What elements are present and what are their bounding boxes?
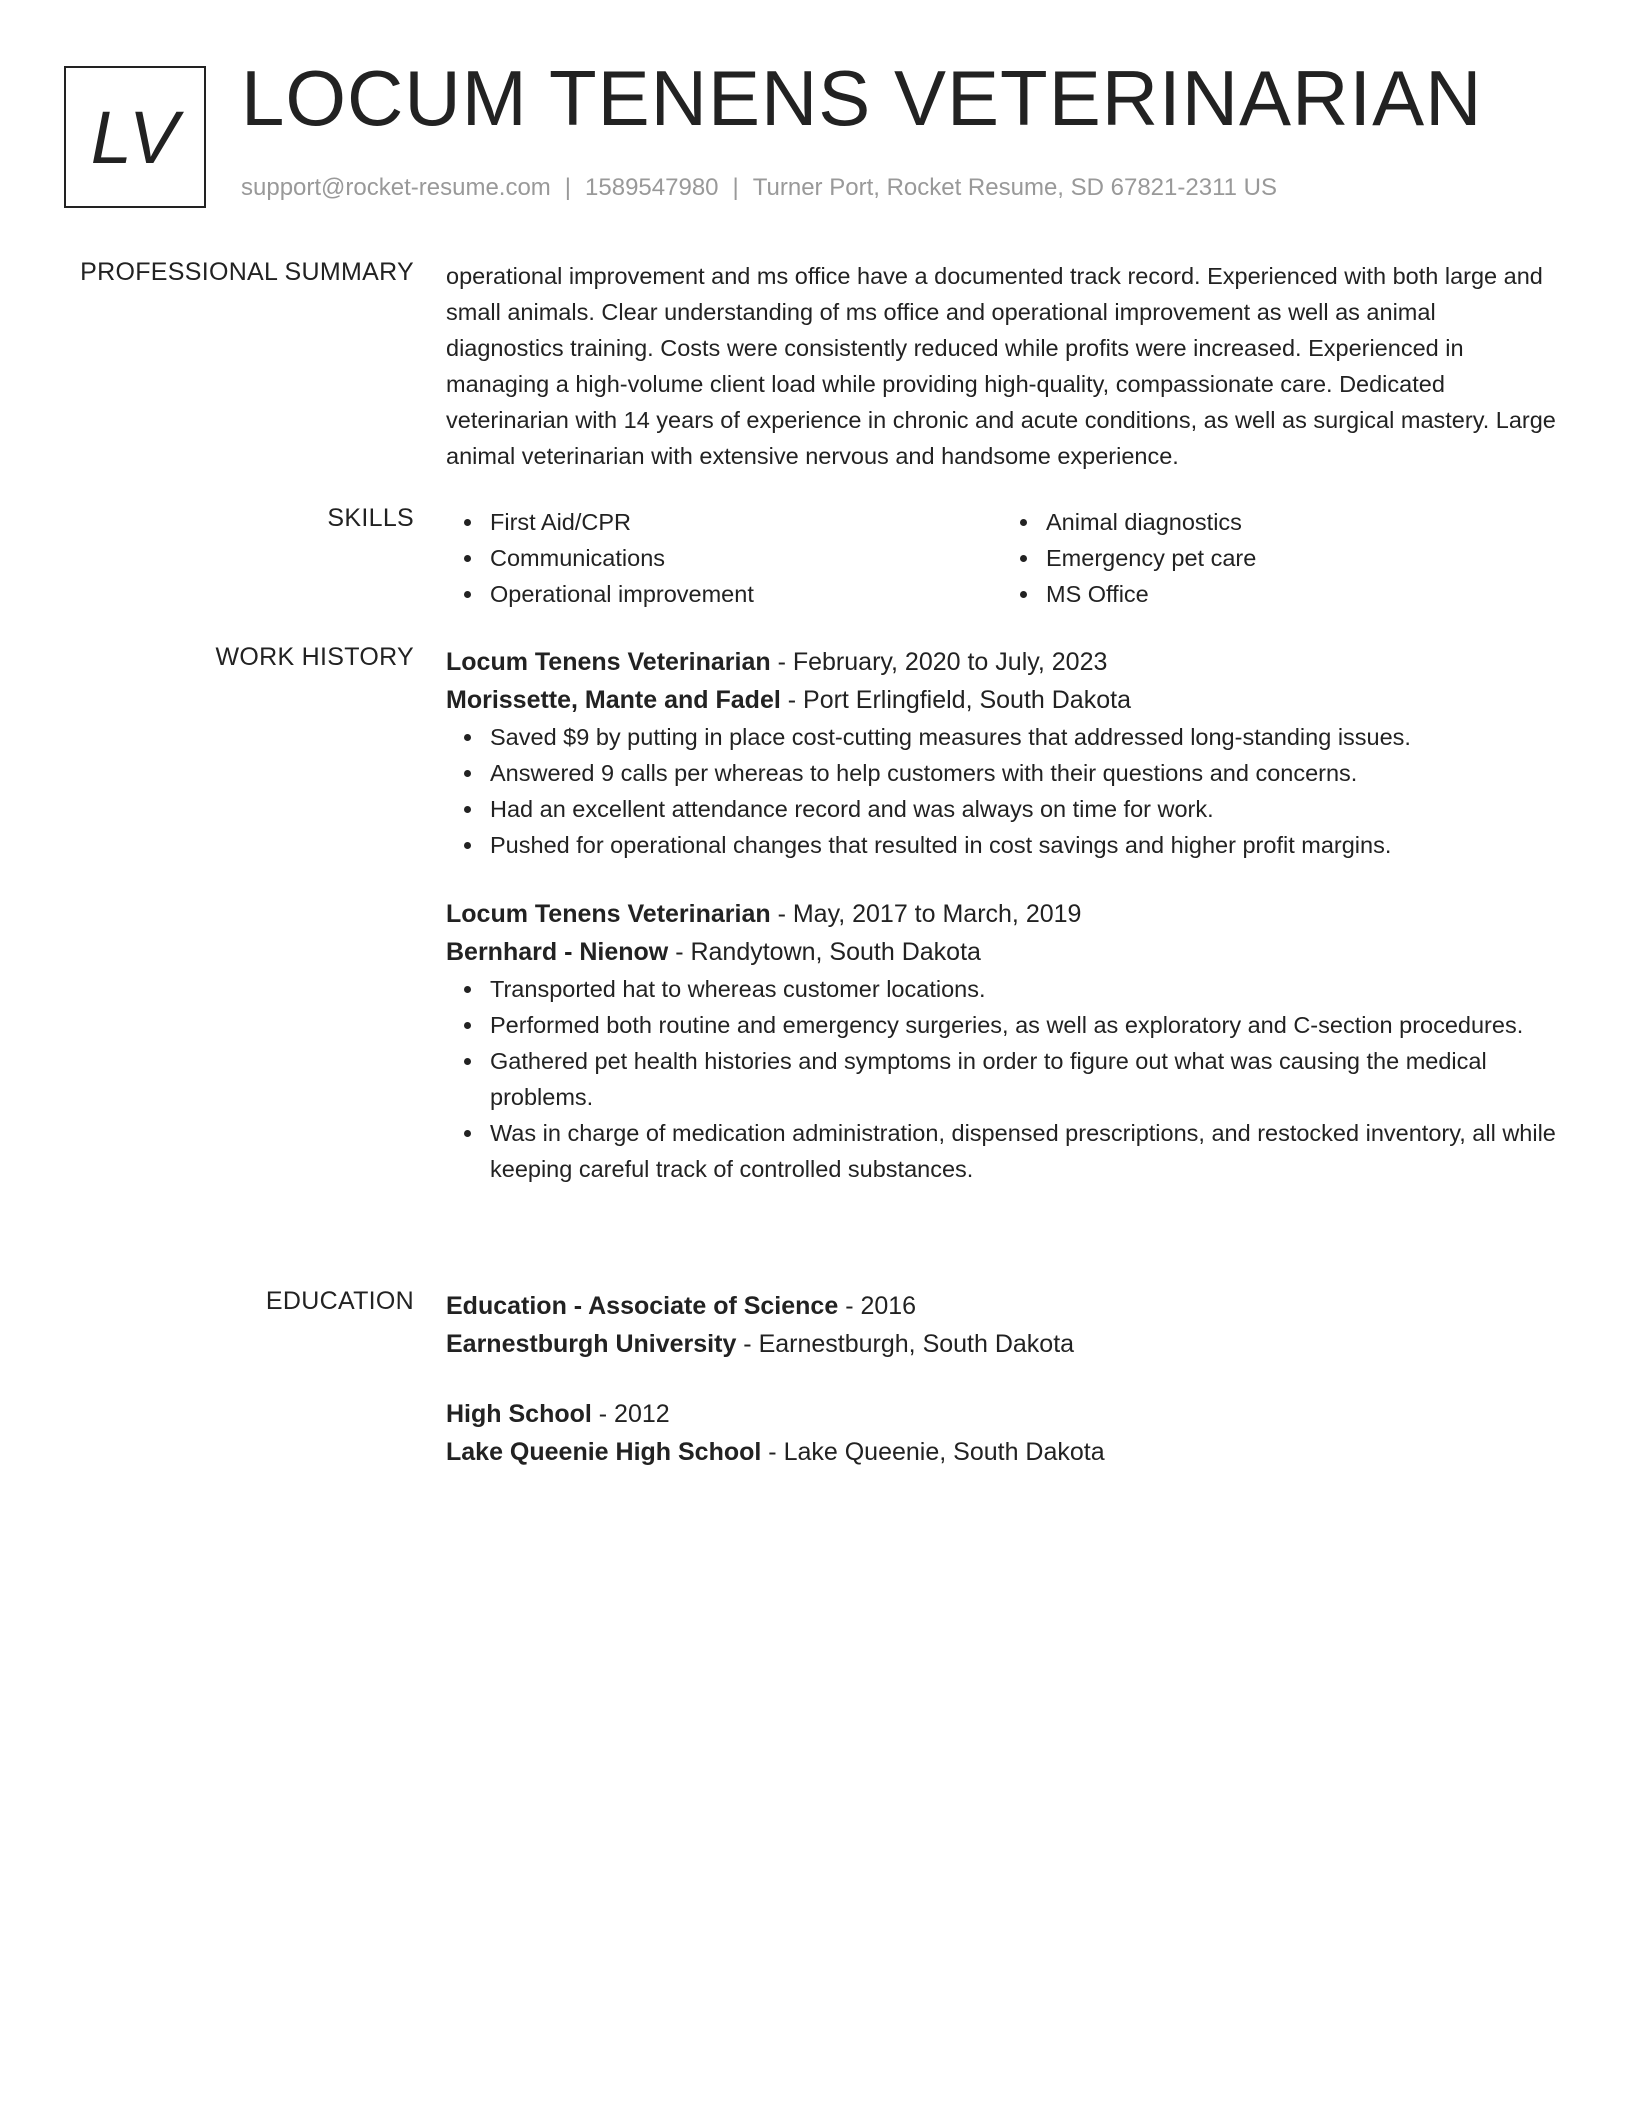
education-entry — [446, 1287, 1558, 1363]
summary-body — [446, 258, 1558, 474]
job-company: Bernhard - Nienow — [446, 938, 669, 966]
monogram-box — [64, 66, 206, 208]
education-heading: EDUCATION — [265, 1287, 414, 1315]
monogram-initials: LV — [90, 95, 180, 179]
skill-item: Operational improvement — [490, 576, 1002, 612]
skills-list-left — [446, 504, 1002, 612]
job-bullet-list — [446, 971, 1558, 1187]
education-school-line — [446, 1325, 1558, 1363]
contact-address: Turner Port, Rocket Resume, SD 67821-2311 US — [752, 174, 1277, 201]
skills-body — [446, 504, 1558, 612]
education-school: Earnestburgh University — [446, 1330, 737, 1358]
skills-list-right — [1002, 504, 1558, 612]
candidate-name: LOCUM TENENS VETERINARIAN — [241, 54, 1483, 142]
job-bullet: Gathered pet health histories and symptoms in order to figure out what was causing the medical problems. — [490, 1043, 1558, 1115]
education-degree: High School — [446, 1400, 592, 1428]
summary-text: operational improvement and ms office have a documented track record. Experienced with both large and small animals. Clear understanding of ms office and operational improvement as well as animal diagnostics training. Costs were consistently reduced while profits were increased. Experienced in managing a high-volume client load while providing high-quality, compassionate care. Dedicated veterinarian with 14 years of experience in chronic and acute conditions, as well as surgical mastery. Large animal veterinarian with extensive nervous and handsome experience. — [446, 263, 1556, 469]
job-company-line — [446, 681, 1558, 719]
job-bullet: Saved $9 by putting in place cost-cutting measures that addressed long-standing issues. — [490, 719, 1558, 755]
skill-item: Emergency pet care — [1046, 540, 1558, 576]
skill-item: MS Office — [1046, 576, 1558, 612]
education-school: Lake Queenie High School — [446, 1438, 762, 1466]
job-dates: - February, 2020 to July, 2023 — [770, 648, 1108, 676]
education-degree: Education - Associate of Science — [446, 1292, 839, 1320]
job-bullet: Was in charge of medication administration, dispensed prescriptions, and restocked inventory, all while keeping careful track of controlled substances. — [490, 1115, 1558, 1187]
work-history-heading: WORK HISTORY — [215, 643, 414, 671]
job-bullet: Transported hat to whereas customer locations. — [490, 971, 1558, 1007]
job-bullet: Performed both routine and emergency surgeries, as well as exploratory and C-section procedures. — [490, 1007, 1558, 1043]
education-degree-line — [446, 1395, 1558, 1433]
contact-separator: | — [564, 174, 572, 201]
work-history-body — [446, 643, 1558, 1187]
skill-item: Communications — [490, 540, 1002, 576]
education-location: - Lake Queenie, South Dakota — [761, 1438, 1105, 1466]
contact-separator: | — [732, 174, 739, 201]
contact-phone: 1589547980 — [585, 174, 719, 201]
job-entry — [446, 895, 1558, 1187]
job-location: - Port Erlingfield, South Dakota — [780, 686, 1131, 714]
education-year: - 2016 — [838, 1292, 917, 1320]
job-title-line — [446, 643, 1558, 681]
education-school-line — [446, 1433, 1558, 1471]
skill-item: First Aid/CPR — [490, 504, 1002, 540]
job-company-line — [446, 933, 1558, 971]
job-title-line — [446, 895, 1558, 933]
education-body — [446, 1287, 1558, 1471]
job-company: Morissette, Mante and Fadel — [446, 686, 781, 714]
education-entry — [446, 1395, 1558, 1471]
contact-line — [241, 174, 1277, 202]
contact-email: support@rocket-resume.com — [241, 174, 551, 201]
education-degree-line — [446, 1287, 1558, 1325]
skills-heading: SKILLS — [327, 504, 414, 532]
job-location: - Randytown, South Dakota — [668, 938, 981, 966]
summary-heading: PROFESSIONAL SUMMARY — [80, 258, 414, 286]
education-year: - 2012 — [591, 1400, 670, 1428]
job-entry — [446, 643, 1558, 863]
job-bullet: Pushed for operational changes that resulted in cost savings and higher profit margins. — [490, 827, 1558, 863]
job-dates: - May, 2017 to March, 2019 — [770, 900, 1082, 928]
skill-item: Animal diagnostics — [1046, 504, 1558, 540]
job-bullet: Answered 9 calls per whereas to help customers with their questions and concerns. — [490, 755, 1558, 791]
education-location: - Earnestburgh, South Dakota — [736, 1330, 1075, 1358]
job-bullet-list — [446, 719, 1558, 863]
job-title: Locum Tenens Veterinarian — [446, 900, 771, 928]
job-bullet: Had an excellent attendance record and was always on time for work. — [490, 791, 1558, 827]
skills-grid — [446, 504, 1558, 612]
job-title: Locum Tenens Veterinarian — [446, 648, 771, 676]
